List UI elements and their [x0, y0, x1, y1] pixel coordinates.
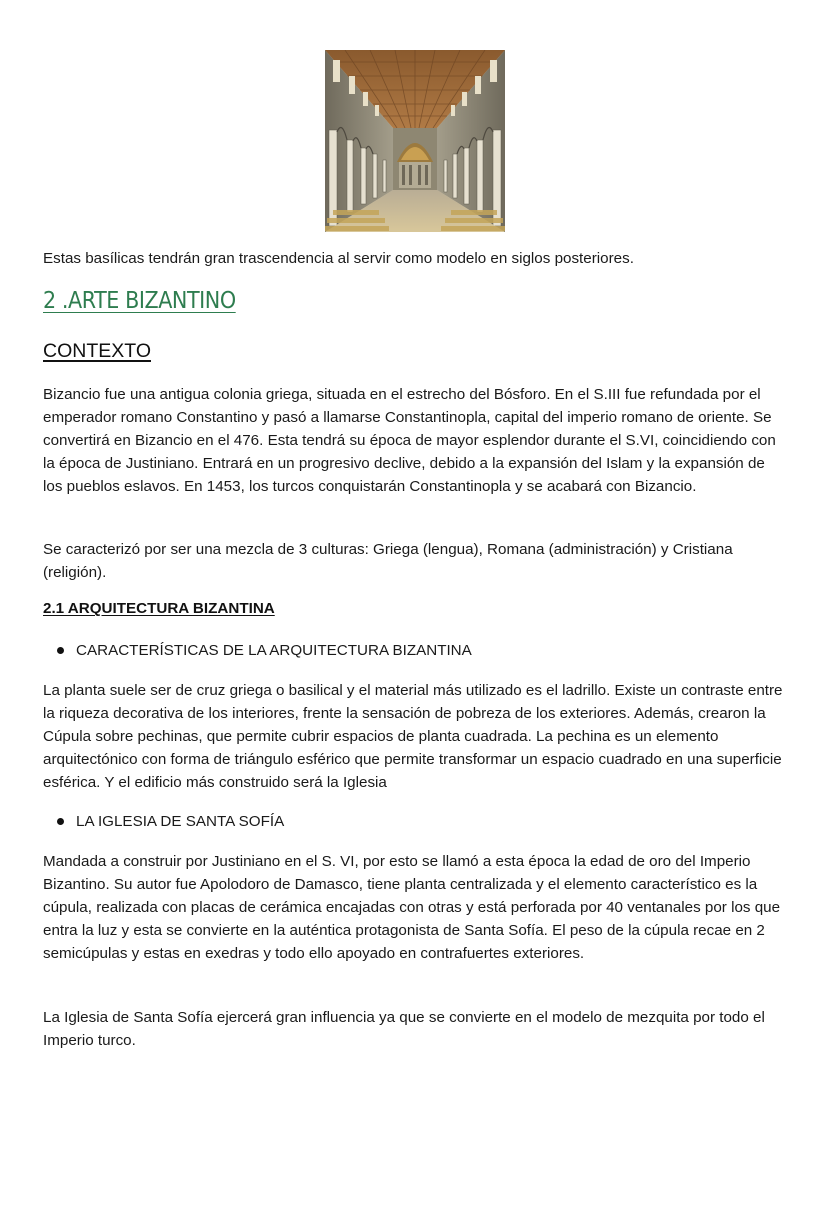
architecture-heading: 2.1 ARQUITECTURA BIZANTINA	[43, 600, 275, 617]
santa-sofia-paragraph-1: Mandada a construir por Justiniano en el S. VI, por esto se llamó a esta época la edad de oro del Imperio Bizantino. Su autor fue Apolodoro de Damasco, tiene planta centralizada y el elemento característico es la cúpula, realizada con placas de cerámica encajadas con otras y está perforada por 40 ventanales por los que entra la luz y esta se convierte en la auténtica protagonista de Santa Sofía. El peso de la cúpula recae en 2 semicúpulas y estas en exedras y todo ello apoyado en contrafuertes exteriores.	[43, 853, 781, 962]
bullet-santa-sofia-label: LA IGLESIA DE SANTA SOFÍA	[76, 813, 285, 830]
santa-sofia-paragraph-2: La Iglesia de Santa Sofía ejercerá gran influencia ya que se convierte en el modelo de mezquita por todo el Imperio turco.	[43, 1009, 765, 1049]
context-heading: CONTEXTO	[43, 340, 151, 362]
bullet-dot-icon	[57, 818, 64, 825]
context-paragraph-1: Bizancio fue una antigua colonia griega, situada en el estrecho del Bósforo. En el S.III fue refundada por el emperador romano Constantino y pasó a llamarse Constantinopla, capital del imperio romano de oriente. Se convertirá en Bizancio en el 476. Esta tendrá su época de mayor esplendor durante el S.VI, coincidiendo con la época de Justiniano. Entrará en un progresivo declive, debido a la expansión del Islam y la expansión de los pueblos eslavos. En 1453, los turcos conquistarán Constantinopla y se acabará con Bizancio.	[43, 386, 776, 495]
intro-paragraph: Estas basílicas tendrán gran trascendencia al servir como modelo en siglos posteriores.	[43, 250, 634, 267]
bullet-dot-icon	[57, 647, 64, 654]
context-paragraph-2: Se caracterizó por ser una mezcla de 3 culturas: Griega (lengua), Romana (administración) y Cristiana (religión).	[43, 541, 733, 581]
bullet-characteristics	[57, 639, 472, 662]
section-title: 2 .ARTE BIZANTINO	[43, 288, 236, 314]
basilica-interior-photo	[325, 50, 505, 232]
architecture-paragraph: La planta suele ser de cruz griega o basilical y el material más utilizado es el ladrillo. Existe un contraste entre la riqueza decorativa de los interiores, frente la sensación de pobreza de los exteriores. Además, crearon la Cúpula sobre pechinas, que permite cubrir espacios de planta cuadrada. La pechina es un elemento arquitectónico con forma de triángulo esférico que permite transformar un espacio cuadrado en una superficie esférica. Y el edificio más construido será la Iglesia	[43, 682, 783, 791]
bullet-santa-sofia	[57, 810, 284, 833]
bullet-characteristics-label: CARACTERÍSTICAS DE LA ARQUITECTURA BIZANTINA	[76, 642, 472, 659]
